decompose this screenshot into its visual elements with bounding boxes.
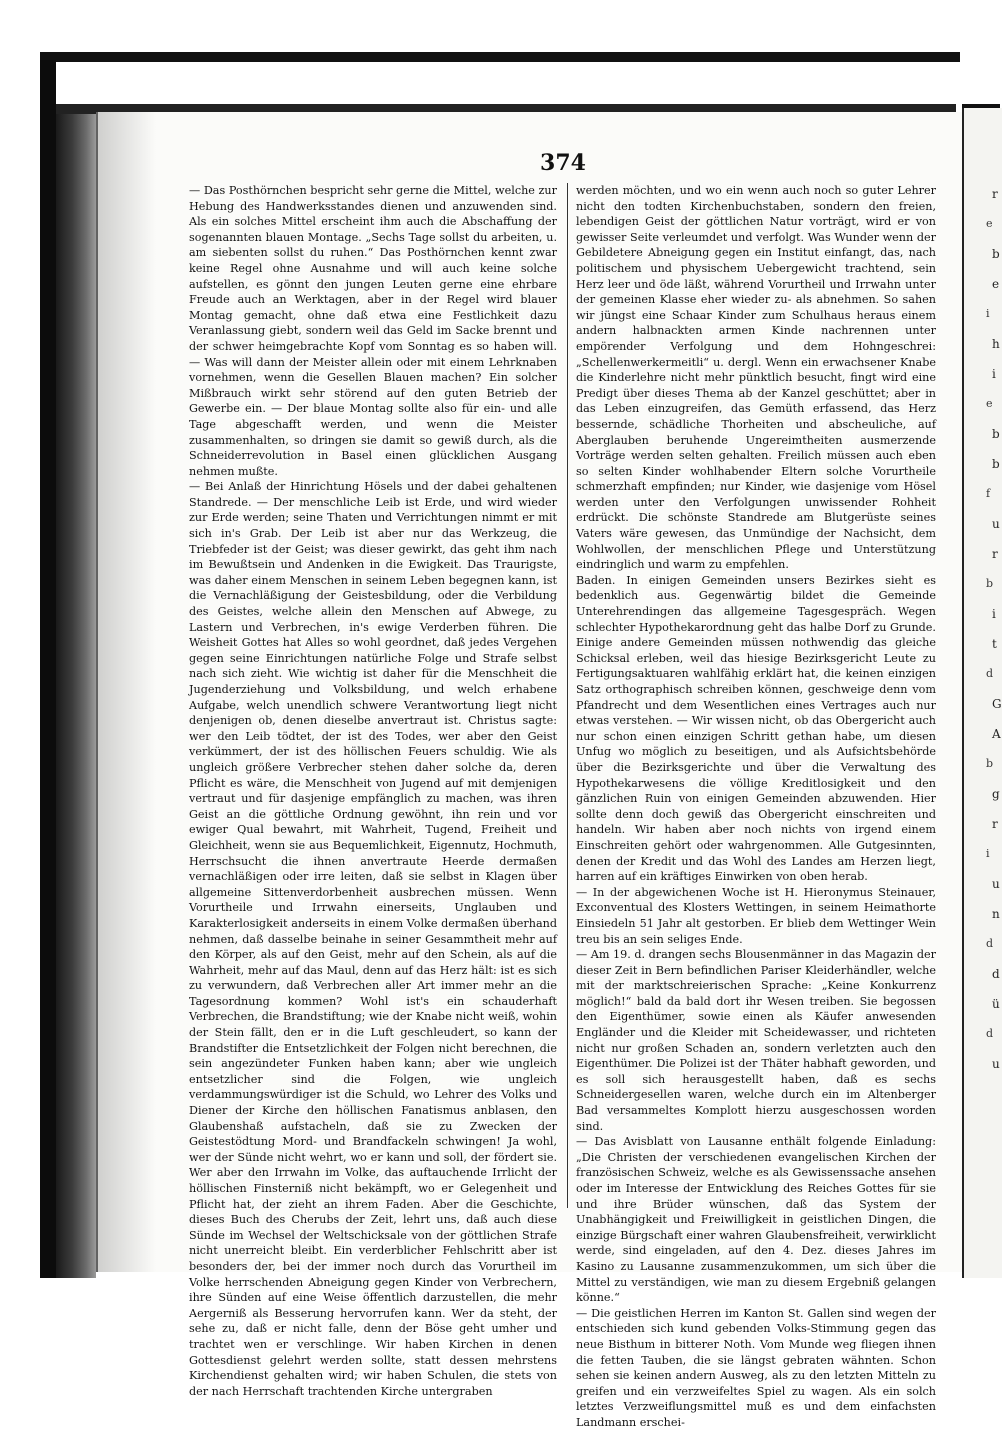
next-page-fragment: d	[986, 1027, 994, 1040]
next-page-fragment: b	[986, 757, 994, 770]
next-page-fragment: f	[986, 487, 991, 500]
next-page-fragment: r	[992, 547, 998, 561]
next-page-fragment: A	[992, 727, 1001, 741]
next-page-fragment: u	[992, 877, 1000, 891]
article-steinauer: — In der abgewichenen Woche ist H. Hieronymus Steinauer, Exconventual des Klosters Wettingen, in seinem Heimathorte Einsiedeln 51 Jahr alt gestorben. Er blieb dem Wettinger Wein treu bis an sein seliges Ende.	[576, 885, 936, 946]
next-page-fragment: d	[992, 967, 1000, 981]
next-page-fragment: ü	[992, 997, 1000, 1011]
next-page-fragment: i	[992, 607, 996, 621]
next-page-fragment: G	[992, 697, 1002, 711]
article-posthoernchen: — Das Posthörnchen bespricht sehr gerne die Mittel, welche zur Hebung des Handwerksstandes dienen und anzuwenden sind. Als ein solches Mittel erscheint ihm auch die Abschaffung der sogenannten blauen Montage. „Sechs Tage sollst du arbeiten, u. am siebenten sollst du ruhen.“ Das Posthörnchen kennt zwar keine Regel ohne Ausnahme und will auch keine solche aufstellen, es gönnt den jungen Leuten gerne eine ehrbare Freude auch an Werktagen, aber in der Regel wird blauer Montag gemacht, ohne daß etwa eine Festlichkeit dazu Veranlassung giebt, sondern weil das Geld im Sacke brennt und der schwer heimgebrachte Kopf vom Sonntag es so haben will. — Was will dann der Meister allein oder mit einem Lehrknaben vornehmen, wenn die Gesellen Blauen machen? Ein solcher Mißbrauch wirkt sehr störend auf den guten Betrieb der Gewerbe ein. — Der blaue Montag sollte also für ein- und alle Tage abgeschafft werden, und wenn die Meister zusammenhalten, so dringen sie damit so gewiß durch, als die Schneiderrevolution in Basel einen glücklichen Ausgang nehmen mußte.	[189, 184, 557, 478]
next-page-fragment: i	[986, 847, 990, 860]
left-column	[189, 183, 557, 1398]
next-page-fragment: e	[986, 397, 993, 410]
article-continuation: werden möchten, und wo ein wenn auch noch so guter Lehrer nicht den todten Kirchenbuchstaben, sondern den freien, lebendigen Geist der göttlichen Natur vorträgt, wird er von gewisser Seite verleumdet und verfolgt. Was Wunder wenn der Gebildetere Abneigung gegen ein Institut einfangt, das, nach politischem und physischem Uebergewicht trachtend, sein Herz leer und öde läßt, während Vorurtheil und Irrwahn unter der gemeinen Klasse eher wieder zu- als abnehmen. So sahen wir jüngst eine Schaar Kinder zum Schulhaus heraus einem andern halbnackten armen Kinde nachrennen unter empörender Verfolgung und dem Hohngeschrei: „Schellenwerkermeitli“ u. dergl. Wenn ein erwachsener Knabe die Kinderlehre nicht mehr pünktlich besucht, fingt wird eine Predigt über dieses Thema ab der Kanzel geschüttet; aber in das Leben einzugreifen, das Gemüth erfassend, das Herz bessernde, schädliche Thorheiten und abscheuliche, auf Aberglauben beruhende Ungereimtheiten ausmerzende Vorträge werden selten gehalten. Freilich müssen auch eben so selten Kinder wohlhabender Eltern solche Vorurtheile schmerzhaft empfinden; nur Kinder, wie dasjenige vom Hösel werden unter den Verfolgungen unwissender Rohheit erdrückt. Die schönste Standrede am Blutgerüste seines Vaters wäre gewesen, das Unmündige der Nachsicht, dem Wohlwollen, der menschlichen Pflege und Unterstützung eindringlich und warm zu empfehlen.	[576, 184, 936, 572]
next-page-fragment: r	[992, 817, 998, 831]
book-page-edges	[56, 108, 96, 1278]
next-page-fragment: b	[992, 457, 1000, 471]
next-page-strip	[962, 108, 1002, 1278]
next-page-fragment: b	[992, 247, 1000, 261]
next-page-fragment: h	[992, 337, 1000, 351]
next-page-fragment: u	[992, 517, 1000, 531]
next-page-fragment: u	[992, 1057, 1000, 1071]
next-page-fragment: r	[992, 187, 998, 201]
article-baden: Baden. In einigen Gemeinden unsers Bezirkes sieht es bedenklich aus. Gegenwärtig bildet die Gemeinde Unterehrendingen das allgemeine Tagesgespräch. Wegen schlechter Hypothekarordnung geht das halbe Dorf zu Grunde. Einige andere Gemeinden müssen nothwendig das gleiche Schicksal erleben, weil das hiesige Bezirksgericht Leute zu Fertigungsaktuaren wahlfähig erklärt hat, die keinen einzigen Satz orthographisch schreiben können, geschweige denn vom Pfandrecht und dem Wesentlichen eines Vertrages auch nur etwas verstehen. — Wir wissen nicht, ob das Obergericht auch nur schon einen einzigen Schritt gethan habe, um diesen Unfug wo möglich zu beseitigen, und als Aufsichtsbehörde über die Bezirksgerichte und über die Verwaltung des Hypothekarwesens die völlige Kreditlosigkeit und den gänzlichen Ruin von einigen Gemeinden abzuwenden. Hier sollte denn doch gewiß das Obergericht einschreiten und handeln. Wir haben aber noch nichts von irgend einem Einschreiten gehört oder wahrgenommen. Alle Gutgesinnten, denen der Kredit und das Wohl des Landes am Herzen liegt, harren auf ein kräftiges Einwirken von oben herab.	[576, 573, 936, 884]
next-page-fragment: g	[992, 787, 1000, 801]
column-divider	[567, 183, 568, 1208]
next-page-fragment: e	[986, 217, 993, 230]
next-page-fragment: d	[986, 937, 994, 950]
right-column	[576, 183, 936, 1429]
next-page-fragment: d	[986, 667, 994, 680]
next-page-fragment: i	[986, 307, 990, 320]
next-page-fragment: b	[992, 427, 1000, 441]
next-page-fragment: n	[992, 907, 1000, 921]
next-page-fragment: t	[992, 637, 997, 651]
article-avisblatt-lausanne: — Das Avisblatt von Lausanne enthält folgende Einladung: „Die Christen der verschiedenen evangelischen Kirchen der französischen Schweiz, welche es als Gewissenssache ansehen oder im Interesse der Entwicklung des Reiches Gottes für sie und ihre Brüder wünschen, daß das System der Unabhängigkeit und Freiwilligkeit in geistlichen Dingen, die einzige Bürgschaft einer wahren Glaubensfreiheit, verwirklicht werde, sind eingeladen, auf den 4. Dez. dieses Jahres im Kasino zu Lausanne zusammenzukommen, um sich über die Mittel zu verständigen, wie man zu diesem Ergebniß gelangen könne.“	[576, 1135, 936, 1305]
spine-shadow	[96, 112, 156, 1272]
next-page-fragment: i	[992, 367, 996, 381]
next-page-fragment: e	[992, 277, 1000, 291]
article-blousenmaenner: — Am 19. d. drangen sechs Blousenmänner in das Magazin der dieser Zeit in Bern befindlichen Pariser Kleiderhändler, welche mit der marktschreierischen Sprache: „Keine Konkurrenz möglich!“ bald da bald dort ihr Wesen treiben. Sie begossen den Eigenthümer, sowie einen als Käufer anwesenden Engländer und die Kleider mit Scheidewasser, und richteten nicht nur großen Schaden an, sondern verletzten auch den Eigenthümer. Die Polizei ist der Thäter habhaft geworden, und es soll sich herausgestellt haben, daß es sechs Schneidergesellen waren, welche durch ein im Altenberger Bad versammeltes Komplott hierzu ausgeschossen worden sind.	[576, 948, 936, 1133]
next-page-fragment: b	[986, 577, 994, 590]
scan-top-border	[40, 52, 960, 62]
article-hinrichtung-hoesel: — Bei Anlaß der Hinrichtung Hösels und der dabei gehaltenen Standrede. — Der menschliche Leib ist Erde, und wird wieder zur Erde werden; seine Thaten und Verrichtungen nimmt er mit sich in's Grab. Der Leib ist aber nur das Werkzeug, die Triebfeder ist der Geist; was dieser gewirkt, das geht ihm nach im Bewußtsein und Andenken in die Ewigkeit. Das Traurigste, was daher einem Menschen in seinem Leben begegnen kann, ist die Vernachläßigung der Geistesbildung, oder die Verbildung des Geistes, welche allein den Menschen auf Abwege, zu Lastern und Verbrechen, in's ewige Verderben führen. Die Weisheit Gottes hat Alles so wohl geordnet, daß jedes Vergehen gegen seine Einrichtungen natürliche Folge und Strafe selbst nach sich zieht. Wie wichtig ist daher für die Menschheit die Jugenderziehung und Volksbildung, und welch erhabene Aufgabe, welch unendlich schwere Verantwortung liegt nicht denjenigen ob, denen dieselbe anvertraut ist. Christus sagte: wer den Leib tödtet, der ist des Todes, wer aber den Geist verkümmert, der ist des höllischen Feuers schuldig. Wie als ungleich größere Verbrecher stehen daher solche da, deren Pflicht es wäre, die Menschheit von Jugend auf mit demjenigen vertraut und für dasjenige empfänglich zu machen, was ihren Geist an die göttliche Ordnung gewöhnt, ihn rein und vor ewiger Qual bewahrt, mit Wahrheit, Tugend, Freiheit und Gleichheit, wenn sie aus Bequemlichkeit, Eigennutz, Hochmuth, Herrschsucht die ihnen anvertraute Heerde dermaßen vernachläßigen oder irre leiten, daß sie selbst in Klagen über allgemeine Sittenverdorbenheit ausbrechen müssen. Wenn Vorurtheile und Irrwahn einerseits, Unglauben und Karakterlosigkeit anderseits in einem Volke dermaßen überhand nehmen, daß dasselbe beinahe in seiner Gesammtheit mehr auf den Körper, als auf den Geist, mehr auf den Schein, als auf die Wahrheit, mehr auf das Maul, denn auf das Herz hält: ist es sich zu verwundern, daß Verbrechen aller Art immer mehr an die Tagesordnung kommen? Wohl ist's ein schauderhaft Verbrechen, die Brandstiftung; wie der Knabe nicht weiß, wohin der Stein fällt, den er in die Luft geschleudert, so kann der Brandstifter die Entsetzlichkeit der Folgen nicht berechnen, die sein angezündeter Funken haben kann; aber wie ungleich entsetzlicher sind die Folgen, wie ungleich verdammungswürdiger ist die Schuld, wo Lehrer des Volks und Diener der Kirche den höllischen Fanatismus anblasen, den Glaubenshaß aufstacheln, daß sie zu Zwecken der Geistestödtung Mord- und Brandfackeln schwingen! Ja wohl, wer der Sünde nicht wehrt, wo er kann und soll, der fördert sie. Wer aber den Irrwahn im Volke, das auftauchende Irrlicht der höllischen Finsterniß nicht bekämpft, wo er Gelegenheit und Pflicht hat, der zieht an ihrem Faden. Aber die Geschichte, dieses Buch des Cherubs der Zeit, lehrt uns, daß auch diese Sünde im Wechsel der Weltschicksale von der göttlichen Strafe nicht unerreicht bleibt. Ein verderblicher Fehlschritt aber ist besonders der, bei der immer noch durch das Vorurtheil im Volke herrschenden Abneigung gegen Kinder von Verbrechern, ihre Sünden auf eine Weise öffentlich darzustellen, die mehr Aergerniß als Besserung hervorrufen kann. Wer da steht, der sehe zu, daß er nicht falle, denn der Böse geht umher und trachtet wen er verschlinge. Wir haben Kirchen in denen Gottesdienst gelehrt werden sollte, statt dessen mehrstens Kirchendienst gehalten wird; wir haben Schulen, die stets von der nach Herrschaft trachtenden Kirche untergraben	[189, 480, 557, 1398]
page-number: 374	[540, 150, 586, 176]
article-st-gallen: — Die geistlichen Herren im Kanton St. Gallen sind wegen der entschieden sich kund gebenden Volks-Stimmung gegen das neue Bisthum in bitterer Noth. Vom Munde weg fliegen ihnen die fetten Tauben, die sie längst gebraten wähnten. Schon sehen sie keinen andern Ausweg, als zu den letzten Mitteln zu greifen und ein verzweifeltes Spiel zu wagen. Als ein solch letztes Verzweiflungsmittel muß es und dem einfachsten Landmann erschei-	[576, 1306, 936, 1429]
scan-left-margin	[40, 60, 56, 1278]
